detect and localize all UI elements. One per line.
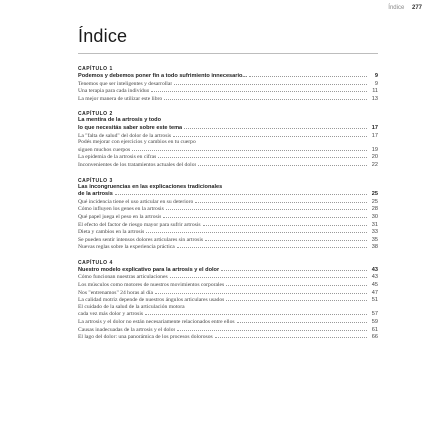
toc-chapter-title[interactable] (78, 190, 378, 198)
dot-leader (195, 198, 367, 203)
toc-page-number: 9 (374, 80, 378, 87)
toc-entry[interactable] (78, 243, 378, 251)
toc-entry-text: Dieta y cambios en la artrosis (78, 229, 145, 236)
toc-entry[interactable] (78, 132, 378, 140)
toc-page-number: 51 (371, 297, 378, 304)
toc-chapter-title[interactable] (78, 124, 378, 132)
toc-entry[interactable] (78, 153, 378, 161)
toc-page-number: 11 (372, 88, 378, 95)
toc-entry[interactable] (78, 205, 378, 213)
toc-entry-text: El efecto del factor de riesgo mayor para sufrir artrosis (78, 221, 201, 228)
dot-leader (177, 243, 367, 248)
toc-page-number: 66 (371, 334, 378, 341)
toc-page-number: 43 (371, 266, 378, 273)
chapter-label: CAPÍTULO 2 (78, 111, 113, 118)
dot-leader (224, 184, 367, 188)
toc-entry-text: El lago del dolor: una panorámica de los procesos dolorosos (78, 334, 213, 341)
chapter-label: CAPÍTULO 1 (78, 66, 113, 72)
toc-page-number: 57 (371, 311, 378, 318)
toc-page-number: 20 (371, 154, 378, 161)
dot-leader (166, 205, 367, 210)
dot-leader (198, 161, 367, 166)
toc-page-number: 25 (371, 198, 378, 205)
toc-chapter-title[interactable] (78, 117, 378, 124)
toc-entry-text: El cuidado de la salud de la articulación motora (78, 303, 185, 310)
toc-page-number: 28 (371, 206, 378, 213)
toc-entry[interactable] (78, 296, 378, 304)
toc-entry[interactable] (78, 80, 378, 88)
dot-leader (146, 228, 367, 233)
toc-chapter-title[interactable] (78, 184, 378, 191)
toc-entry[interactable] (78, 213, 378, 221)
toc-entry-text: Causas inadecuadas de la artrosis y el dolor (78, 326, 176, 333)
dot-leader (115, 190, 367, 195)
toc-entry-text: Se pueden sentir intensos dolores articulares sin artrosis (78, 236, 204, 243)
toc-page-number: 9 (374, 73, 378, 79)
toc-chapter (78, 260, 378, 341)
toc-page-number: 33 (371, 229, 378, 236)
toc-page-number: 38 (371, 244, 378, 251)
table-of-contents (78, 66, 378, 350)
toc-entry[interactable] (78, 281, 378, 289)
toc-page-number: 25 (371, 191, 378, 198)
toc-entry-text: Qué papel juega el peso en la artrosis (78, 213, 162, 220)
toc-entry-text: Cómo funcionan nuestras articulaciones (78, 274, 168, 281)
toc-entry-text: La mentira de la artrosis y todo (78, 117, 161, 124)
dot-leader (203, 221, 367, 226)
toc-entry[interactable] (78, 236, 378, 244)
dot-leader (132, 146, 367, 151)
dot-leader (177, 326, 367, 331)
toc-entry-text: Los músculos como motores de nuestros movimientos corporales (78, 282, 225, 289)
toc-entry-text: La mejor manera de utilizar este libro (78, 95, 163, 102)
toc-page-number: 47 (371, 289, 378, 296)
toc-page-number: 35 (371, 236, 378, 243)
toc-entry[interactable] (78, 139, 378, 146)
toc-entry[interactable] (78, 87, 378, 95)
dot-leader (215, 333, 367, 338)
toc-entry[interactable] (78, 304, 378, 311)
toc-chapter (78, 66, 378, 102)
toc-page-number: 30 (371, 213, 378, 220)
toc-entry-text: La epidemia de la artrosis en cifras (78, 154, 157, 161)
page-number: 277 (411, 5, 422, 11)
toc-entry-text: La "falta de salud" del dolor de la artrosis (78, 132, 172, 139)
toc-page-number: 59 (371, 319, 378, 326)
dot-leader (163, 213, 367, 218)
running-header (388, 5, 422, 11)
dot-leader (249, 72, 367, 77)
chapter-label: CAPÍTULO 4 (78, 259, 113, 266)
toc-chapter (78, 111, 378, 168)
dot-leader (170, 273, 367, 278)
toc-page-number: 45 (371, 282, 378, 289)
dot-leader (187, 304, 367, 308)
toc-entry[interactable] (78, 333, 378, 341)
toc-entry[interactable] (78, 289, 378, 297)
toc-entry-text: Podemos y debemos poner fin a todo sufrimiento innecesario... (78, 73, 248, 79)
toc-entry-text: La artrosis y el dolor no están necesariamente relacionados entre ellos (78, 319, 235, 326)
toc-page-number: 13 (371, 95, 378, 102)
toc-entry[interactable] (78, 198, 378, 206)
dot-leader (221, 266, 367, 271)
dot-leader (145, 310, 367, 315)
toc-entry-text: Podés mejorar con ejercicios y cambios en tu cuerpo (78, 139, 196, 146)
toc-entry-text: Nuestro modelo explicativo para la artrosis y el dolor (78, 266, 220, 273)
toc-chapter-title[interactable] (78, 72, 378, 80)
toc-entry[interactable] (78, 310, 378, 318)
chapter-label: CAPÍTULO 3 (78, 177, 113, 184)
page-title: Índice (78, 26, 128, 46)
title-divider (78, 53, 378, 54)
running-header-section: Índice (388, 5, 405, 11)
dot-leader (174, 80, 367, 85)
toc-entry[interactable] (78, 146, 378, 154)
toc-entry-text: Una terapia para cada individuo (78, 88, 150, 95)
toc-entry-text: Las incongruencias en las explicaciones tradicionales (78, 183, 223, 190)
dot-leader (151, 87, 367, 92)
toc-entry-text: de la artrosis (78, 191, 113, 198)
toc-page-number: 31 (371, 221, 378, 228)
toc-entry[interactable] (78, 95, 378, 103)
toc-chapter (78, 178, 378, 251)
dot-leader (198, 139, 367, 143)
dot-leader (237, 318, 367, 323)
dot-leader (226, 296, 367, 301)
toc-page-number: 61 (371, 326, 378, 333)
toc-page-number: 17 (371, 124, 378, 131)
dot-leader (184, 124, 367, 129)
dot-leader (155, 289, 367, 294)
toc-entry-text: Nos "entrenamos" 24 horas al día (78, 289, 153, 296)
toc-entry-text: Inconvenientes de los tratamientos actuales del dolor (78, 161, 197, 168)
dot-leader (226, 281, 367, 286)
toc-entry-text: Nuevas reglas sobre la experiencia práctica (78, 244, 175, 251)
dot-leader (164, 95, 367, 100)
toc-page-number: 19 (371, 146, 378, 153)
toc-page-number: 43 (371, 274, 378, 281)
toc-entry[interactable] (78, 326, 378, 334)
dot-leader (158, 153, 367, 158)
toc-page-number: 22 (371, 161, 378, 168)
dot-leader (163, 117, 367, 121)
toc-entry-text: lo que necesitás saber sobre este tema (78, 124, 183, 131)
toc-chapter-title[interactable] (78, 266, 378, 274)
toc-entry-text: La calidad motriz depende de nuestros ángulos articulares usados (78, 297, 225, 304)
toc-entry-text: Qué incidencia tiene el uso articular en su deterioro (78, 198, 194, 205)
dot-leader (173, 132, 367, 137)
toc-entry[interactable] (78, 228, 378, 236)
toc-entry-text: siguen muchos cuerpos (78, 146, 131, 153)
toc-page-number: 17 (371, 132, 378, 139)
toc-entry[interactable] (78, 161, 378, 169)
toc-entry[interactable] (78, 273, 378, 281)
toc-entry-text: Cómo influyen los genes en la artrosis (78, 206, 164, 213)
toc-entry-text: cada vez más dolor y artrosis (78, 311, 144, 318)
toc-entry[interactable] (78, 221, 378, 229)
toc-entry[interactable] (78, 318, 378, 326)
dot-leader (205, 236, 367, 241)
toc-entry-text: Tenemos que ser inteligentes y desarrollar (78, 80, 173, 87)
